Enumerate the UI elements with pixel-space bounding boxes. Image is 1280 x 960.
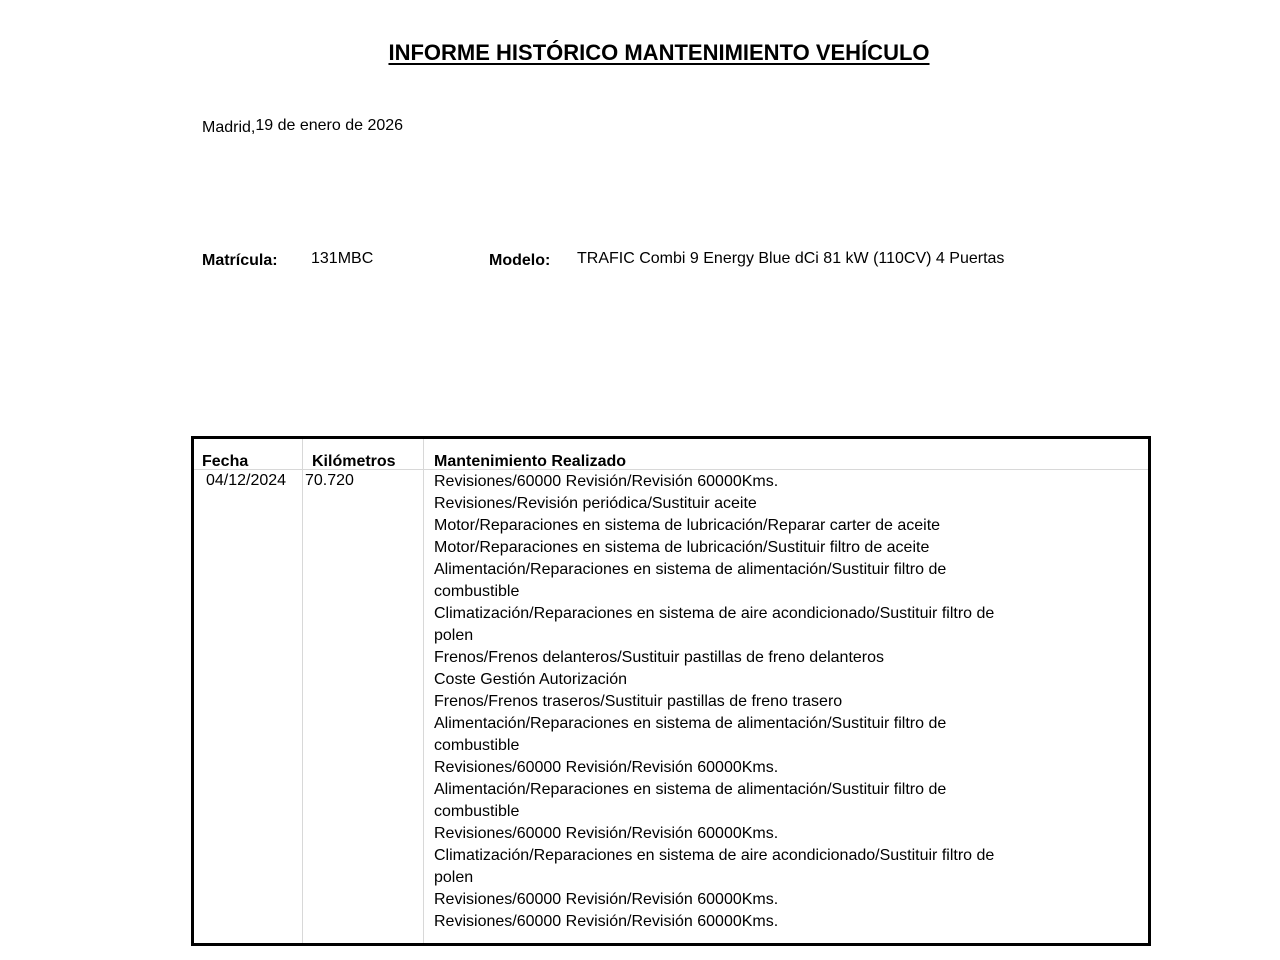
header-date: Fecha	[202, 453, 249, 470]
maintenance-item: Revisiones/60000 Revisión/Revisión 60000Kms.	[434, 473, 779, 490]
maintenance-item: Climatización/Reparaciones en sistema de aire acondicionado/Sustituir filtro de polen	[434, 605, 995, 644]
place-date	[202, 117, 403, 135]
maintenance-item: Revisiones/Revisión periódica/Sustituir aceite	[434, 495, 757, 512]
report-title: INFORME HISTÓRICO MANTENIMIENTO VEHÍCULO	[388, 40, 930, 65]
row-date: 04/12/2024	[206, 472, 287, 489]
report-date: 19 de enero de 2026	[255, 117, 404, 134]
header-km: Kilómetros	[312, 453, 396, 470]
maintenance-item: Revisiones/60000 Revisión/Revisión 60000Kms.	[434, 913, 779, 930]
report-place: Madrid,	[202, 119, 256, 136]
maintenance-item: Coste Gestión Autorización	[434, 671, 627, 688]
column-divider	[423, 439, 424, 943]
plate-label: Matrícula:	[202, 252, 278, 269]
maintenance-item: Frenos/Frenos delanteros/Sustituir pastillas de freno delanteros	[434, 649, 885, 666]
maintenance-list	[434, 471, 1024, 933]
maintenance-item: Alimentación/Reparaciones en sistema de alimentación/Sustituir filtro de combustible	[434, 715, 947, 754]
maintenance-item: Climatización/Reparaciones en sistema de aire acondicionado/Sustituir filtro de polen	[434, 847, 995, 886]
model-label: Modelo:	[489, 252, 551, 269]
maintenance-item: Revisiones/60000 Revisión/Revisión 60000Kms.	[434, 825, 779, 842]
maintenance-item: Motor/Reparaciones en sistema de lubricación/Sustituir filtro de aceite	[434, 539, 930, 556]
column-divider	[302, 439, 303, 943]
maintenance-item: Alimentación/Reparaciones en sistema de alimentación/Sustituir filtro de combustible	[434, 781, 947, 820]
row-km: 70.720	[305, 472, 354, 489]
header-maintenance: Mantenimiento Realizado	[434, 453, 627, 470]
plate-value: 131MBC	[311, 250, 374, 267]
maintenance-item: Frenos/Frenos traseros/Sustituir pastillas de freno trasero	[434, 693, 843, 710]
model-value: TRAFIC Combi 9 Energy Blue dCi 81 kW (110CV) 4 Puertas	[577, 250, 1005, 267]
maintenance-item: Motor/Reparaciones en sistema de lubricación/Reparar carter de aceite	[434, 517, 941, 534]
maintenance-item: Revisiones/60000 Revisión/Revisión 60000Kms.	[434, 891, 779, 908]
maintenance-table	[191, 436, 1151, 946]
maintenance-item: Alimentación/Reparaciones en sistema de alimentación/Sustituir filtro de combustible	[434, 561, 947, 600]
maintenance-item: Revisiones/60000 Revisión/Revisión 60000Kms.	[434, 759, 779, 776]
